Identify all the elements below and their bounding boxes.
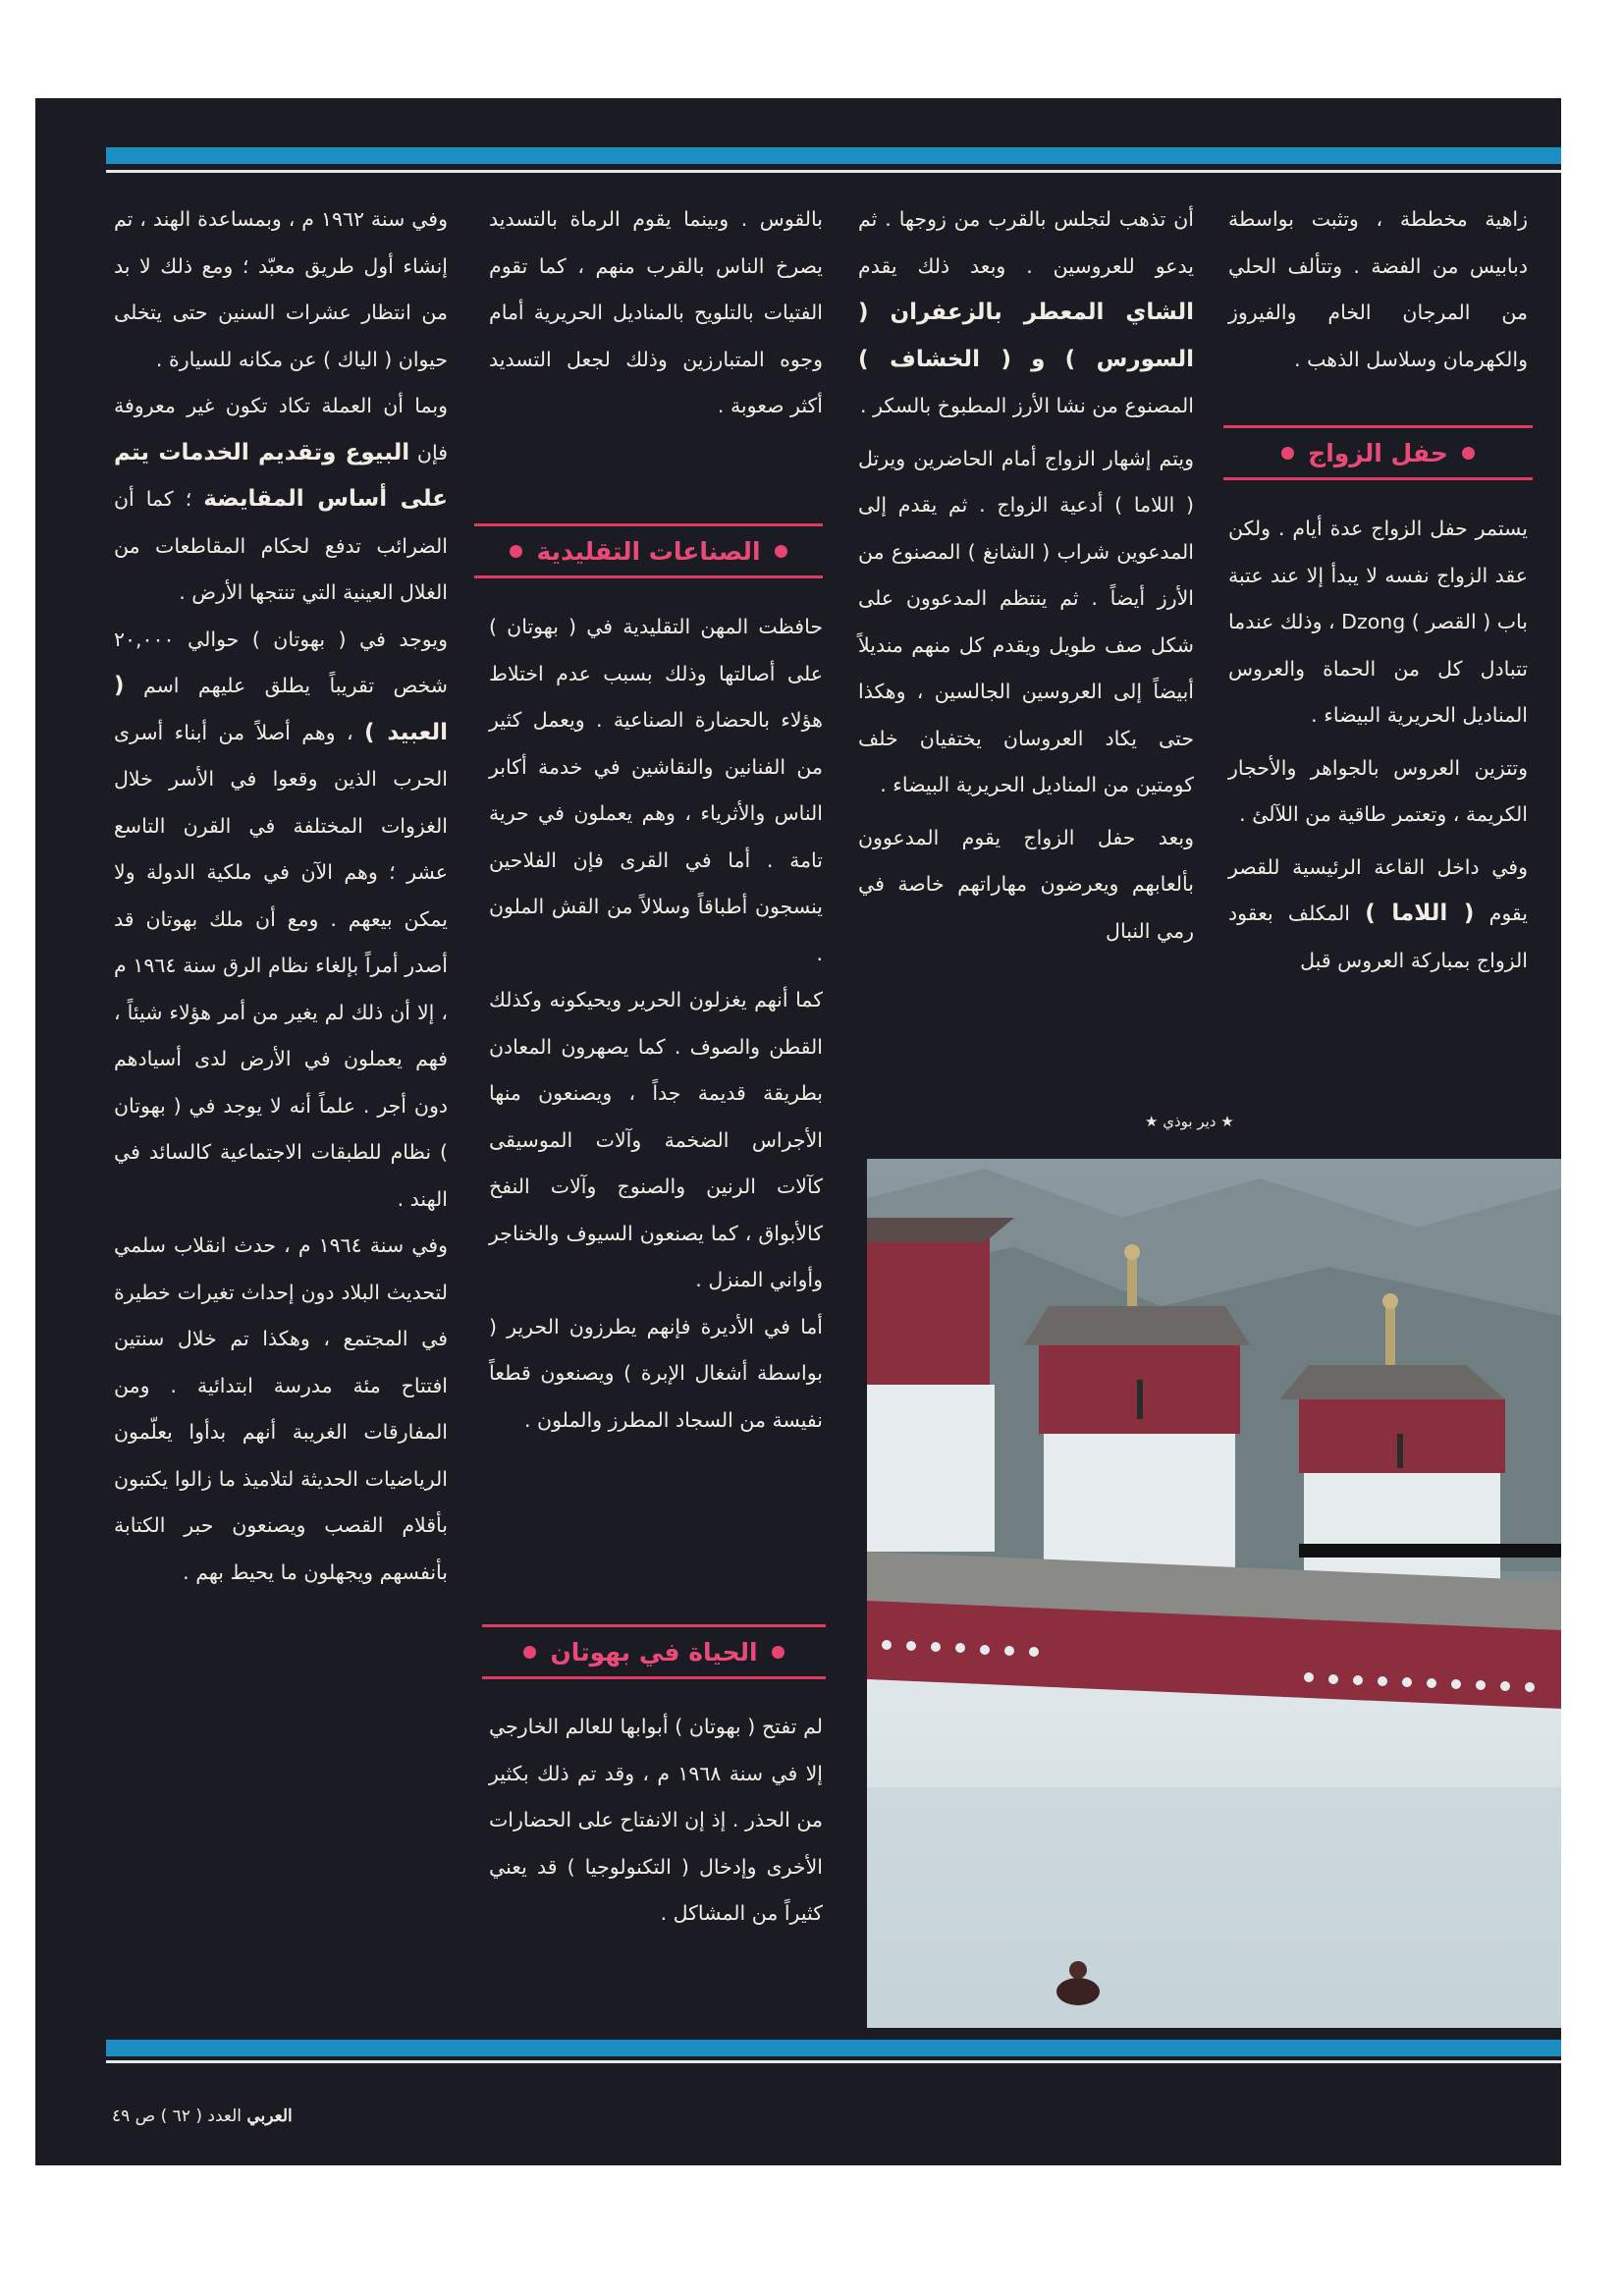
bullet-icon	[1281, 447, 1294, 460]
paragraph: وفي سنة ١٩٦٤ م ، حدث انقلاب سلمي لتحديث البلاد دون إحداث تغيرات خطيرة في المجتمع ، وهكذا تم خلال سنتين افتتاح مئة مدرسة ابتدائية . ومن المفارقات الغريبة أنهم بدأوا يعلّمون الرياضيات الحديثة لتلاميذ ما زالوا يكتبون بأقلام القصب ويصنعون حبر الكتابة بأنفسهم ويجهلون ما يحيط بهم .	[114, 1233, 448, 1584]
monastery-photo	[867, 1159, 1561, 2028]
column-3-life	[489, 1704, 823, 1938]
paragraph: أن تذهب لتجلس بالقرب من زوجها . ثم يدعو للعروسين . وبعد ذلك يقدم الشاي المعطر بالزعفران ( السورس ) و ( الخشاف ) المصنوع من نشا الأرز المطبوخ بالسكر .	[858, 207, 1194, 417]
photo-credit: ★ دير بوذي ★	[1145, 1113, 1234, 1130]
section-heading-wedding	[1223, 425, 1533, 480]
paragraph: وتتزين العروس بالجواهر والأحجار الكريمة ، وتعتمر طاقية من اللآلئ .	[1228, 755, 1528, 826]
bullet-icon	[775, 545, 787, 558]
column-4	[114, 196, 448, 1596]
paragraph: أما في الأديرة فإنهم يطرزون الحرير ( بواسطة أشغال الإبرة ) ويصنعون قطعاً نفيسة من السجاد المطرز والملون .	[489, 1314, 823, 1432]
issue-page: العدد ( ٦٢ ) ص ٤٩	[112, 2106, 242, 2126]
magazine-name: العربي	[246, 2106, 293, 2126]
magazine-page	[35, 98, 1561, 2165]
paragraph: كما أنهم يغزلون الحرير ويحيكونه وكذلك القطن والصوف . كما يصهرون المعادن بطريقة قديمة جداً ، ويصنعون منها الأجراس الضخمة وآلات الموسيقى كآلات الرنين والصنوج وآلات النفخ كالأبواق ، كما يصنعون السيوف والخناجر وأواني المنزل .	[489, 988, 823, 1291]
monastery-illustration	[867, 1159, 1561, 2028]
bottom-white-rule	[106, 2060, 1561, 2063]
paragraph: بالقوس . وبينما يقوم الرماة بالتسديد يصرخ الناس بالقرب منهم ، كما تقوم الفتيات بالتلويح بالمناديل الحريرية أمام وجوه المتبارزين وذلك لجعل التسديد أكثر صعوبة .	[489, 207, 823, 417]
column-1-continued	[1228, 506, 1528, 984]
page-footer	[112, 2106, 293, 2126]
column-1	[1228, 196, 1528, 383]
paragraph: وبعد حفل الزواج يقوم المدعوون بألعابهم ويعرضون مهاراتهم خاصة في رمي النبال	[858, 825, 1194, 943]
paragraph: ويتم إشهار الزواج أمام الحاضرين ويرتل ( اللاما ) أدعية الزواج . ثم يقدم إلى المدعوين شراب ( الشانغ ) المصنوع من الأرز أيضاً . ثم ينتظم المدعوون على شكل صف طويل ويقدم كل منهم منديلاً أبيضاً إلى العروسين الجالسين ، وهكذا حتى يكاد العروسان يختفيان خلف كومتين من المناديل الحريرية البيضاء .	[858, 446, 1194, 796]
paragraph: يستمر حفل الزواج عدة أيام . ولكن عقد الزواج نفسه لا يبدأ إلا عند عتبة باب ( القصر ) Dzong ، وذلك عندما تتبادل كل من الحماة والعروس المناديل الحريرية البيضاء .	[1228, 517, 1528, 727]
section-heading-crafts	[474, 523, 823, 578]
bullet-icon	[1462, 447, 1475, 460]
bottom-blue-rule	[106, 2040, 1561, 2056]
paragraph: وبما أن العملة تكاد تكون غير معروفة فإن البيوع وتقديم الخدمات يتم على أساس المقايضة ؛ كما أن الضرائب تدفع لحكام المقاطعات من الغلال العينية التي تنتجها الأرض .	[114, 394, 448, 604]
top-blue-rule	[106, 147, 1561, 164]
column-3-continued	[489, 604, 823, 1444]
paragraph: حافظت المهن التقليدية في ( بهوتان ) على أصالتها وذلك بسبب عدم اختلاط هؤلاء بالحضارة الصناعية . ويعمل كثير من الفنانين والنقاشين في خدمة أكابر الناس والأثرياء ، وهم يعملون في حرية تامة . أما في القرى فإن الفلاحين ينسجون أطباقاً وسلالاً من القش الملون .	[489, 615, 823, 965]
heading-text: حفل الزواج	[1308, 438, 1448, 467]
top-white-rule	[106, 170, 1561, 173]
bullet-icon	[510, 545, 522, 558]
heading-text: الحياة في بهوتان	[550, 1637, 758, 1667]
paragraph: لم تفتح ( بهوتان ) أبوابها للعالم الخارجي إلا في سنة ١٩٦٨ م ، وقد تم ذلك بكثير من الحذر . إذ إن الانفتاح على الحضارات الأخرى وإدخال ( التكنولوجيا ) قد يعني كثيراً من المشاكل .	[489, 1715, 823, 1925]
column-2	[858, 196, 1194, 955]
bullet-icon	[772, 1646, 784, 1659]
paragraph: وفي داخل القاعة الرئيسية للقصر يقوم ( اللاما ) المكلف بعقود الزواج بمباركة العروس قبل	[1228, 854, 1528, 972]
paragraph: ويوجد في ( بهوتان ) حوالي ٢٠,٠٠٠ شخص تقريباً يطلق عليهم اسم ( العبيد ) ، وهم أصلاً من أبناء أسرى الحرب الذين وقعوا في الأسر خلال الغزوات المختلفة في القرن التاسع عشر ؛ وهم الآن في ملكية الدولة ولا يمكن بيعهم . ومع أن ملك بهوتان قد أصدر أمراً بإلغاء نظام الرق سنة ١٩٦٤ م ، إلا أن ذلك لم يغير من أمر هؤلاء شيئاً ، فهم يعملون في الأرض لدى أسيادهم دون أجر . علماً أنه لا يوجد في ( بهوتان ) نظام للطبقات الاجتماعية كالسائد في الهند .	[114, 627, 448, 1211]
column-3	[489, 196, 823, 430]
bullet-icon	[523, 1646, 536, 1659]
section-heading-life	[482, 1624, 826, 1679]
heading-text: الصناعات التقليدية	[536, 536, 761, 566]
paragraph: وفي سنة ١٩٦٢ م ، وبمساعدة الهند ، تم إنشاء أول طريق معبّد ؛ ومع ذلك لا بد من انتظار عشرات السنين حتى يتخلى حيوان ( الياك ) عن مكانه للسيارة .	[114, 207, 448, 371]
paragraph: زاهية مخططة ، وتثبت بواسطة دبابيس من الفضة . وتتألف الحلي من المرجان الخام والفيروز والكهرمان وسلاسل الذهب .	[1228, 207, 1528, 371]
